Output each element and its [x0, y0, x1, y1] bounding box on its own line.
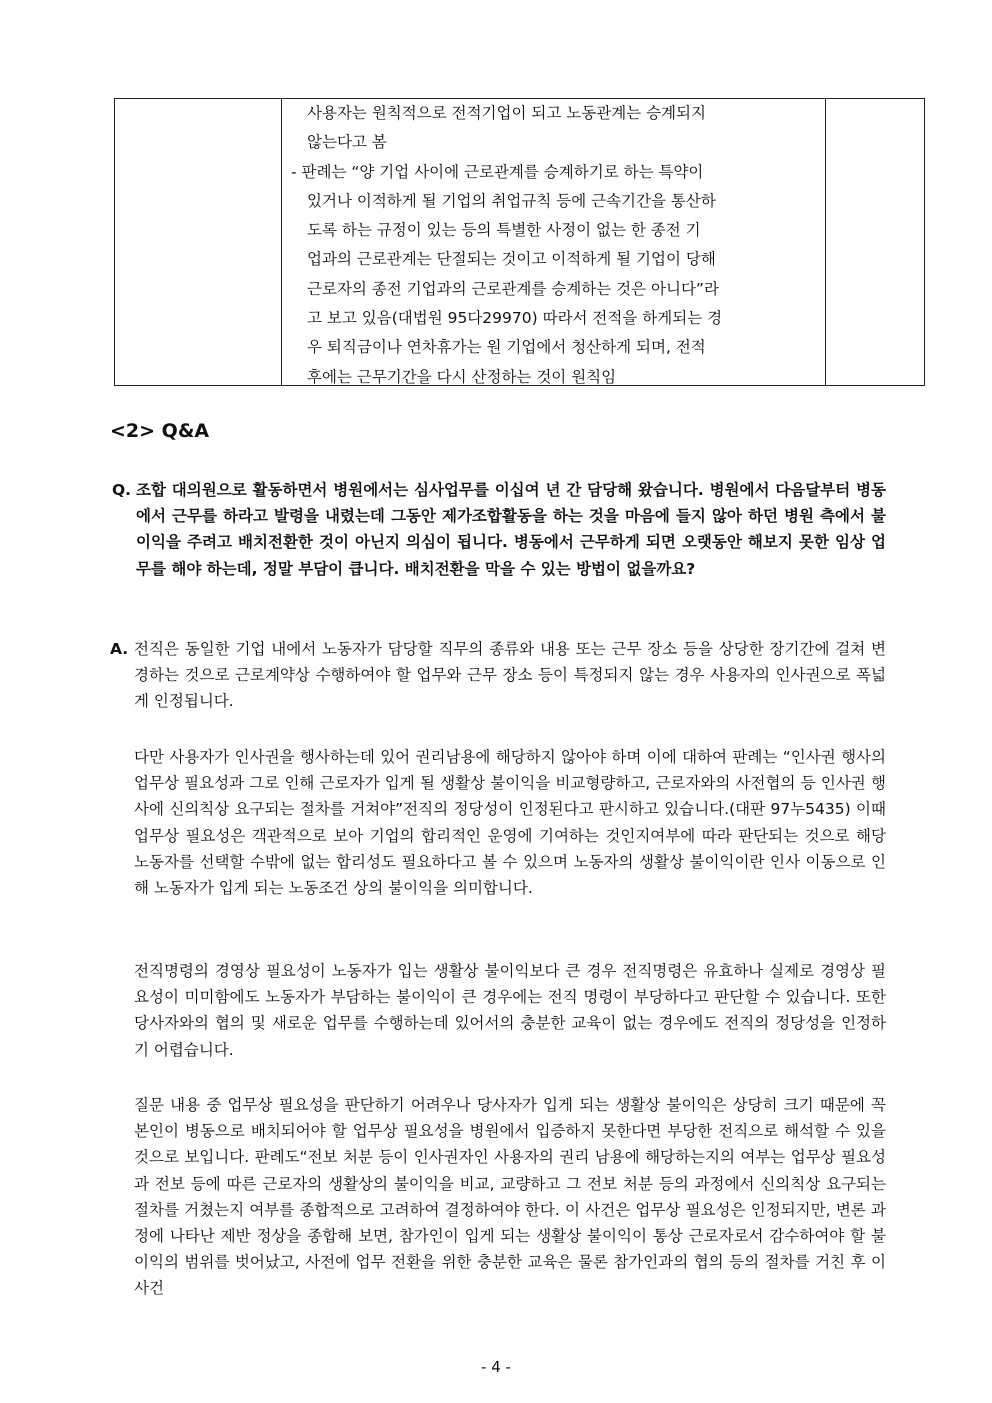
question-text: 조합 대의원으로 활동하면서 병원에서는 심사업무를 이십여 년 간 담당해 왔습니다. 병원에서 다음달부터 병동에서 근무를 하라고 발령을 내렸는데 그동안 제가조합활동을 하는 것을 마음에 들지 않아 하던 병원 측에서 불이익을 주려고 배치전환한 것이 아닌지 의심이 됩니다. 병동에서 근무하게 되면 오랫동안 해보지 못한 임상 업무를 해야 하는데, 정말 부담이 큽니다. 배치전환을 막을 수 있는 방법이 없을까요? — [136, 481, 886, 578]
table-line: 후에는 근무기간을 다시 산정하는 것이 원칙임 — [307, 367, 617, 386]
answer-block — [110, 636, 886, 715]
table-line: 업과의 근로관계는 단절되는 것이고 이적하게 될 기업이 당해 — [307, 250, 716, 269]
answer-paragraph: 다만 사용자가 인사권을 행사하는데 있어 권리남용에 해당하지 않아야 하며 이에 대하여 판례는 “인사권 행사의 업무상 필요성과 그로 인해 근로자가 입게 될 생활상 불이익을 비교형량하고, 근로자와의 사전협의 등 인사권 행사에 신의칙상 요구되는 절차를 거쳐야”전직의 정당성이 인정된다고 판시하고 있습니다.(대판 97누5435) 이때 업무상 필요성은 객관적으로 보아 기업의 합리적인 운영에 기여하는 것인지여부에 따라 판단되는 것으로 해당 노동자를 선택할 수밖에 없는 합리성도 필요하다고 볼 수 있으며 노동자의 생활상 불이익이란 인사 이동으로 인해 노동자가 입게 되는 노동조건 상의 불이익을 의미합니다. — [134, 748, 886, 898]
table-line: 근로자의 종전 기업과의 근로관계를 승계하는 것은 아니다”라 — [307, 279, 719, 298]
table-column-divider — [281, 99, 282, 385]
answer-label: A. — [110, 640, 129, 658]
table-line: - 판례는 “양 기업 사이에 근로관계를 승계하기로 하는 특약이 — [291, 162, 704, 181]
section-heading: <2> Q&A — [110, 420, 210, 442]
table-line: 도록 하는 규정이 있는 등의 특별한 사정이 없는 한 종전 기 — [307, 221, 701, 240]
table-column-divider — [825, 99, 826, 385]
page-number: - 4 - — [481, 1358, 511, 1376]
table-line: 않는다고 봄 — [307, 133, 387, 152]
table-line: 고 보고 있음(대법원 95다29970) 따라서 전적을 하게되는 경 — [307, 309, 723, 328]
table-line: 있거나 이적하게 될 기업의 취업규칙 등에 근속기간을 통산하 — [307, 191, 716, 210]
content-table — [114, 98, 925, 386]
table-line: 사용자는 원칙적으로 전적기업이 되고 노동관계는 승계되지 — [307, 104, 706, 122]
answer-paragraph: 질문 내용 중 업무상 필요성을 판단하기 어려우나 당사자가 입게 되는 생활상 불이익은 상당히 크기 때문에 꼭 본인이 병동으로 배치되어야 할 업무상 필요성을 병원에서 입증하지 못한다면 부당한 전직으로 해석할 수 있을 것으로 보입니다. 판례도“전보 처분 등이 인사권자인 사용자의 권리 남용에 해당하는지의 여부는 업무상 필요성과 전보 등에 따른 근로자의 생활상의 불이익을 비교, 교량하고 그 전보 처분 등의 과정에서 신의칙상 요구되는 절차를 거쳤는지 여부를 종합적으로 고려하여 결정하여야 한다. 이 사건은 업무상 필요성은 인정되지만, 변론 과정에 나타난 제반 정상을 종합해 보면, 참가인이 입게 되는 생활상 불이익이 통상 근로자로서 감수하여야 할 불이익의 범위를 벗어났고, 사전에 업무 전환을 위한 충분한 교육은 물론 참가인과의 협의 등의 절차를 거친 후 이 사건 — [134, 1096, 886, 1298]
answer-paragraph: 전직명령의 경영상 필요성이 노동자가 입는 생활상 불이익보다 큰 경우 전직명령은 유효하나 실제로 경영상 필요성이 미미함에도 노동자가 부담하는 불이익이 큰 경우에는 전직 명령이 부당하다고 판단할 수 있습니다. 또한 당사자와의 협의 및 새로운 업무를 수행하는데 있어서의 충분한 교육이 없는 경우에도 전직의 정당성을 인정하기 어렵습니다. — [134, 962, 886, 1059]
question-label: Q. — [112, 481, 132, 499]
table-cell-text — [285, 99, 820, 392]
answer-paragraph: 전직은 동일한 기업 내에서 노동자가 담당할 직무의 종류와 내용 또는 근무 장소 등을 상당한 장기간에 걸쳐 변경하는 것으로 근로계약상 수행하여야 할 업무와 근무 장소 등이 특정되지 않는 경우 사용자의 인사권으로 폭넓게 인정됩니다. — [134, 640, 886, 711]
question-block — [112, 477, 886, 582]
table-line: 우 퇴직금이나 연차휴가는 원 기업에서 청산하게 되며, 전적 — [307, 338, 706, 357]
